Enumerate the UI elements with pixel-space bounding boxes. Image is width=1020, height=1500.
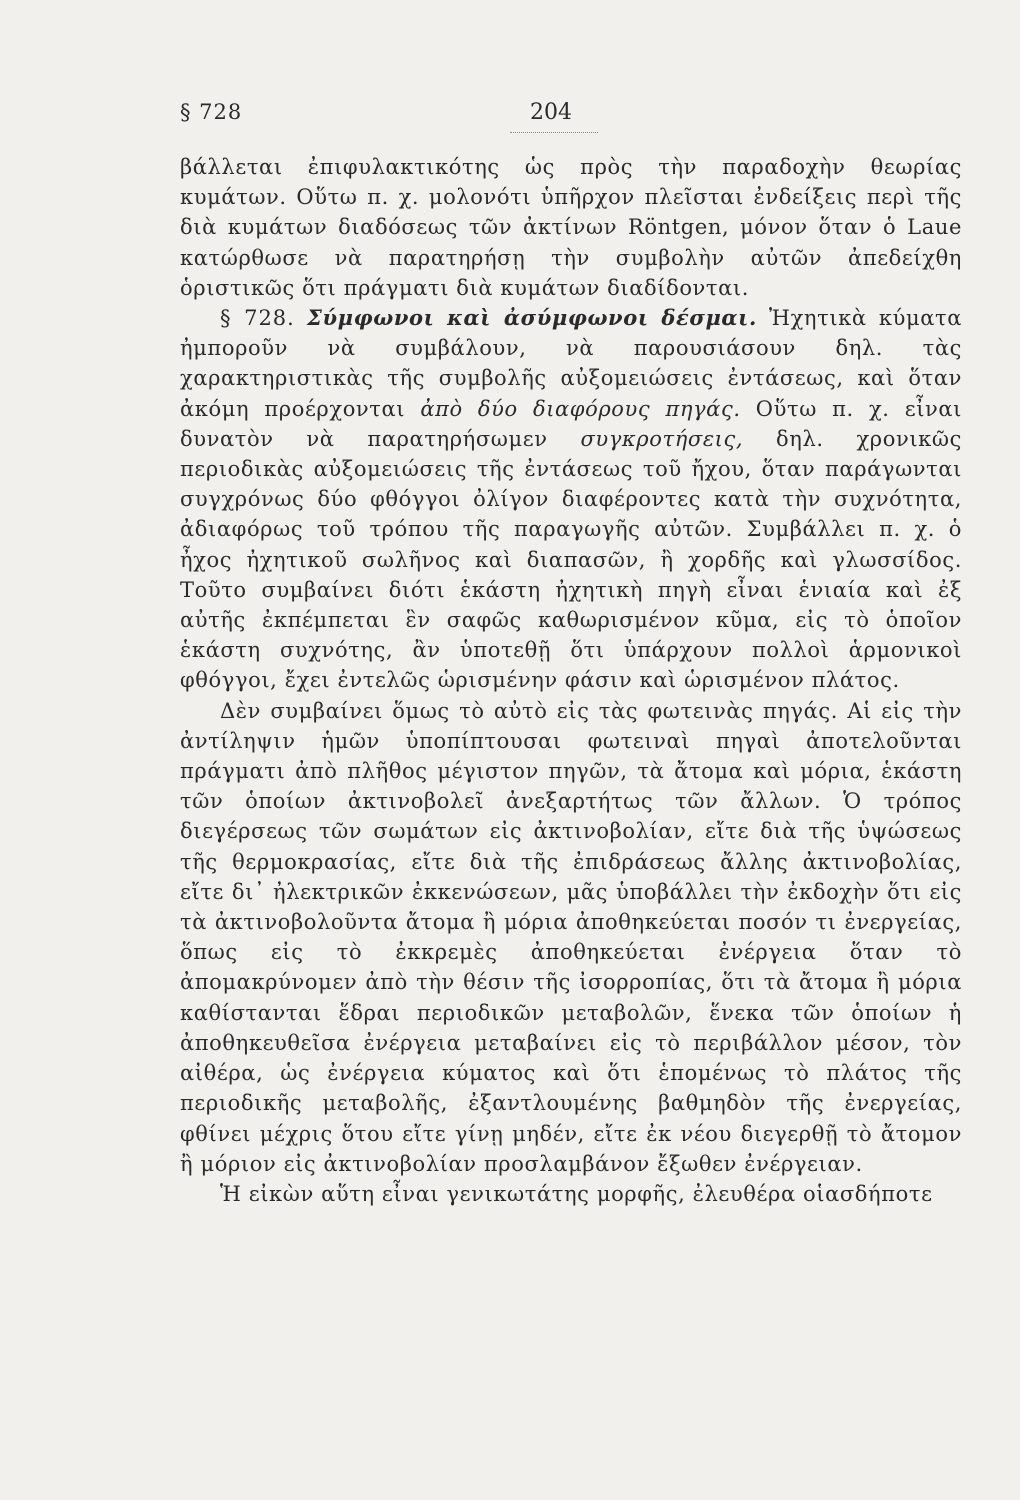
paragraph-section-728: [180, 303, 962, 696]
section-heading: Σύμφωνοι καὶ ἀσύμφωνοι δέσμαι.: [307, 305, 757, 331]
paragraph-final: Ἡ εἰκὼν αὕτη εἶναι γενικωτάτης μορφῆς, ἐλευθέρα οἱασδήποτε: [220, 1181, 933, 1206]
paragraph-continuation: βάλλεται ἐπιφυλακτικότης ὡς πρὸς τὴν παραδοχὴν θεωρίας κυμάτων. Οὕτω π. χ. μολονότι ὑπῆρχον πλεῖσται ἐνδείξεις περὶ τῆς διὰ κυμάτων διαδόσεως τῶν ἀκτίνων Röntgen, μόνον ὅταν ὁ Laue κατώρθωσε νὰ παρατηρήσῃ τὴν συμβολὴν αὐτῶν ἀπεδείχθη ὁριστικῶς ὅτι πράγματι διὰ κυμάτων διαδίδονται.: [180, 155, 962, 300]
header-rule: [510, 132, 598, 133]
section-text-part-2: Οὕτω π. χ. εἶναι δυνατὸν νὰ παρατηρήσωμεν: [180, 396, 963, 451]
body-text: [180, 152, 962, 1209]
section-italic-phrase-1: ἀπὸ δύο διαφόρους πηγάς.: [420, 396, 741, 421]
section-number: § 728.: [220, 306, 295, 331]
section-text-part-1: Ἠχητικὰ κύματα ἠμποροῦν νὰ συμβάλουν, νὰ παρουσιάσουν δηλ. τὰς χαρακτηριστικὰς τῆς συμβολῆς αὐξομειώσεις ἐντάσεως, καὶ ὅταν ἀκόμη προέρχονται: [180, 306, 962, 421]
section-text-part-3: δηλ. χρονικῶς περιοδικὰς αὐξομειώσεις τῆς ἐντάσεως τοῦ ἤχου, ὅταν παράγωνται συγχρόνως δύο φθόγγοι ὀλίγον διαφέροντες κατὰ τὴν συχνότητα, ἀδιαφόρως τοῦ τρόπου τῆς παραγωγῆς αὐτῶν. Συμβάλλει π. χ. ὁ ἦχος ἠχητικοῦ σωλῆνος καὶ διαπασῶν, ἢ χορδῆς καὶ γλωσσίδος. Τοῦτο συμβαίνει διότι ἑκάστη ἠχητικὴ πηγὴ εἶναι ἑνιαία καὶ ἐξ αὐτῆς ἐκπέμπεται ἓν σαφῶς καθωρισμένον κῦμα, εἰς τὸ ὁποῖον ἑκάστη συχνότης, ἂν ὑποτεθῇ ὅτι ὑπάρχουν πολλοὶ ἁρμονικοὶ φθόγγοι, ἔχει ἐντελῶς ὡρισμένην φάσιν καὶ ὡρισμένον πλάτος.: [180, 426, 962, 693]
running-head-section: § 728: [180, 100, 243, 124]
page-number: 204: [530, 100, 572, 125]
paragraph-light-sources: Δὲν συμβαίνει ὅμως τὸ αὐτὸ εἰς τὰς φωτεινὰς πηγάς. Αἱ εἰς τὴν ἀντίληψιν ἡμῶν ὑποπίπτουσαι φωτειναὶ πηγαὶ ἀποτελοῦνται πράγματι ἀπὸ πλῆθος μέγιστον πηγῶν, τὰ ἄτομα καὶ μόρια, ἑκάστη τῶν ὁποίων ἀκτινοβολεῖ ἀνεξαρτήτως τῶν ἄλλων. Ὁ τρόπος διεγέρσεως τῶν σωμάτων εἰς ἀκτινοβολίαν, εἴτε διὰ τῆς ὑψώσεως τῆς θερμοκρασίας, εἴτε διὰ τῆς ἐπιδράσεως ἄλλης ἀκτινοβολίας, εἴτε δι᾽ ἠλεκτρικῶν ἐκκενώσεων, μᾶς ὑποβάλλει τὴν ἐκδοχὴν ὅτι εἰς τὰ ἀκτινοβολοῦντα ἄτομα ἢ μόρια ἀποθηκεύεται ποσόν τι ἐνεργείας, ὅπως εἰς τὸ ἐκκρεμὲς ἀποθηκεύεται ἐνέργεια ὅταν τὸ ἀπομακρύνομεν ἀπὸ τὴν θέσιν τῆς ἰσορροπίας, ὅτι τὰ ἄτομα ἢ μόρια καθίστανται ἕδραι περιοδικῶν μεταβολῶν, ἕνεκα τῶν ὁποίων ἡ ἀποθηκευθεῖσα ἐνέργεια μεταβαίνει εἰς τὸ περιβάλλον μέσον, τὸν αἰθέρα, ὡς ἐνέργεια κύματος καὶ ὅτι ἑπομένως τὸ πλάτος τῆς περιοδικῆς μεταβολῆς, ἐξαντλουμένης βαθμηδὸν τῆς ἐνεργείας, φθίνει μέχρις ὅτου εἴτε γίνῃ μηδέν, εἴτε ἐκ νέου διεγερθῇ τὸ ἄτομον ἢ μόριον εἰς ἀκτινοβολίαν προσλαμβάνον ἔξωθεν ἐνέργειαν.: [180, 698, 962, 1176]
section-italic-phrase-2: συγκροτήσεις,: [580, 426, 744, 451]
